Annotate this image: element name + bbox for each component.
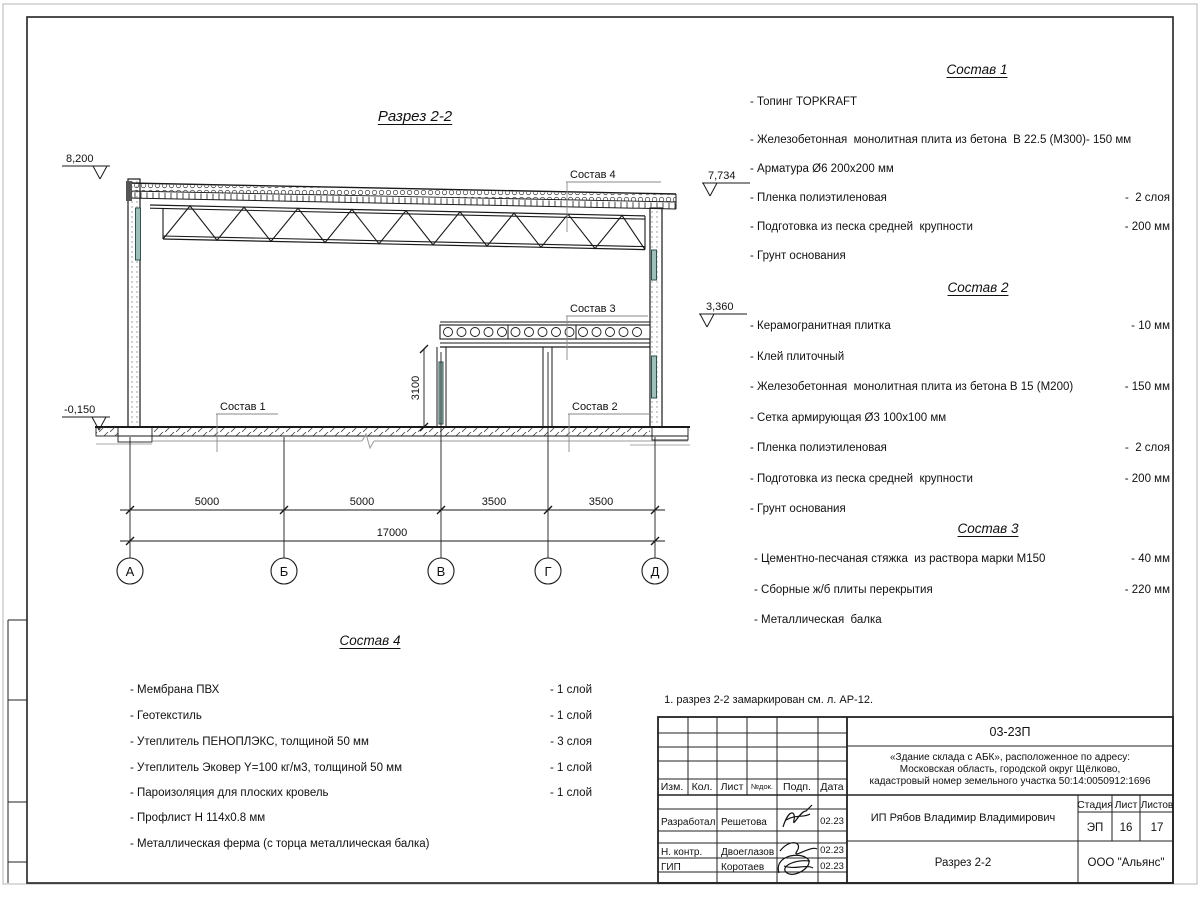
person-name: Двоеглазов bbox=[721, 847, 775, 858]
composition-item: - Металлическая ферма (с торца металлическая балка) bbox=[130, 838, 430, 850]
axis-label: Д bbox=[650, 564, 660, 579]
axis-label: Б bbox=[279, 564, 289, 579]
role-label: Разработал bbox=[661, 817, 716, 828]
role-label: Н. контр. bbox=[661, 847, 703, 858]
callout-label: Состав 1 bbox=[220, 401, 266, 413]
composition-item: - Топинг TOPKRAFT bbox=[750, 96, 858, 108]
composition-item: - Металлическая балка bbox=[754, 614, 882, 626]
column-header: №док. bbox=[751, 782, 773, 791]
project-description-line: кадастровый номер земельного участка 50:14:0050912:1696 bbox=[869, 776, 1151, 787]
axis-label: А bbox=[125, 564, 135, 579]
stage-value: ЭП bbox=[1086, 822, 1104, 834]
elevation-label: 8,200 bbox=[66, 153, 94, 165]
sheet-note: 1. разрез 2-2 замаркирован см. л. АР-12. bbox=[664, 694, 874, 706]
sheets-total: 17 bbox=[1150, 822, 1164, 834]
signature-razrabotal bbox=[783, 805, 812, 827]
composition-item: - Профлист Н 114х0.8 мм bbox=[130, 812, 266, 824]
drawing-name: Разрез 2-2 bbox=[934, 857, 992, 869]
dimension-labels bbox=[195, 496, 613, 539]
roof-truss bbox=[150, 205, 645, 250]
composition-item: - Клей плиточный bbox=[750, 351, 845, 363]
date-value: 02.23 bbox=[820, 816, 844, 827]
composition-item: - Пароизоляция для плоских кровель - 1 слой bbox=[130, 787, 592, 799]
client-name: ИП Рябов Владимир Владимирович bbox=[870, 812, 1056, 824]
dimension-label: 3500 bbox=[588, 496, 614, 508]
company-name: ООО "Альянс" bbox=[1087, 857, 1165, 869]
project-description-line: Московская область, городской округ Щёлково, bbox=[899, 764, 1121, 775]
height-dimension-label: 3100 bbox=[410, 375, 422, 401]
section-drawing bbox=[62, 153, 750, 584]
frame-left-boxes bbox=[8, 620, 27, 883]
elevation-label: 3,360 bbox=[706, 301, 734, 313]
column-header: Подп. bbox=[783, 781, 811, 793]
composition-item: - Подготовка из песка средней крупности - 200 мм bbox=[750, 221, 1170, 233]
sheet-header: Лист bbox=[1114, 799, 1138, 811]
composition-item: - Мембрана ПВХ - 1 слой bbox=[130, 684, 592, 696]
callout-label: Состав 3 bbox=[570, 303, 616, 315]
roof-deck bbox=[126, 181, 676, 209]
column-header: Лист bbox=[720, 781, 744, 793]
signatures bbox=[778, 805, 817, 874]
composition-item: - Железобетонная монолитная плита из бетона В 15 (М200) - 150 мм bbox=[750, 381, 1170, 393]
sheets-header: Листов bbox=[1140, 800, 1174, 811]
sheet-number: 16 bbox=[1119, 822, 1133, 834]
person-name: Коротаев bbox=[721, 862, 765, 873]
person-name: Решетова bbox=[721, 817, 767, 828]
axis-bubbles bbox=[117, 558, 668, 584]
column-header: Кол. bbox=[691, 781, 713, 793]
total-dimension-label: 17000 bbox=[376, 527, 408, 539]
composition-item: - Подготовка из песка средней крупности - 200 мм bbox=[750, 473, 1170, 485]
role-label: ГИП bbox=[661, 862, 681, 873]
composition-3-title: Состав 3 bbox=[957, 521, 1019, 536]
composition-item: - Пленка полиэтиленовая - 2 слоя bbox=[750, 192, 1170, 204]
composition-item: - Утеплитель ПЕНОПЛЭКС, толщиной 50 мм - 3 слоя bbox=[130, 736, 592, 748]
callout-label: Состав 2 bbox=[572, 401, 618, 413]
composition-item: - Пленка полиэтиленовая - 2 слоя bbox=[750, 442, 1170, 454]
composition-item: - Сетка армирующая Ø3 100х100 мм bbox=[750, 412, 947, 424]
date-value: 02.23 bbox=[820, 861, 844, 872]
stage-header: Стадия bbox=[1077, 799, 1113, 811]
section-title: Разрез 2-2 bbox=[377, 108, 453, 125]
ground-slab bbox=[95, 427, 690, 448]
composition-item: - Сборные ж/б плиты перекрытия - 220 мм bbox=[754, 584, 1170, 596]
composition-1-title: Состав 1 bbox=[946, 62, 1008, 77]
composition-4-title: Состав 4 bbox=[339, 633, 401, 648]
signature-nkontr-gip bbox=[778, 843, 817, 875]
elevation-label: 7,734 bbox=[708, 170, 736, 182]
column-header: Изм. bbox=[660, 781, 684, 793]
composition-item: - Арматура Ø6 200х200 мм bbox=[750, 163, 894, 175]
axis-label: Г bbox=[544, 564, 552, 579]
composition-item: - Грунт основания bbox=[750, 503, 846, 515]
composition-2-title: Состав 2 bbox=[947, 280, 1009, 295]
dimension-label: 5000 bbox=[194, 496, 220, 508]
composition-item: - Цементно-песчаная стяжка из раствора марки М150 - 40 мм bbox=[754, 553, 1170, 565]
date-value: 02.23 bbox=[820, 845, 844, 856]
height-dimension bbox=[410, 345, 428, 431]
axis-label: В bbox=[436, 564, 446, 579]
doc-number: 03-23П bbox=[989, 725, 1031, 739]
composition-item: - Грунт основания bbox=[750, 250, 846, 262]
callout-label: Состав 4 bbox=[570, 169, 616, 181]
elevation-label: -0,150 bbox=[64, 404, 96, 416]
project-description-line: «Здание склада с АБК», расположенное по адресу: bbox=[890, 752, 1130, 763]
composition-item: - Железобетонная монолитная плита из бетона В 22.5 (М300)- 150 мм bbox=[750, 134, 1132, 146]
dimension-label: 3500 bbox=[481, 496, 507, 508]
composition-item: - Утеплитель Эковер Y=100 кг/м3, толщиной 50 мм - 1 слой bbox=[130, 762, 592, 774]
dimension-label: 5000 bbox=[349, 496, 375, 508]
mezzanine bbox=[437, 322, 650, 427]
composition-item: - Керамогранитная плитка - 10 мм bbox=[750, 320, 1170, 332]
column-header: Дата bbox=[820, 781, 844, 793]
composition-item: - Геотекстиль - 1 слой bbox=[130, 710, 592, 722]
